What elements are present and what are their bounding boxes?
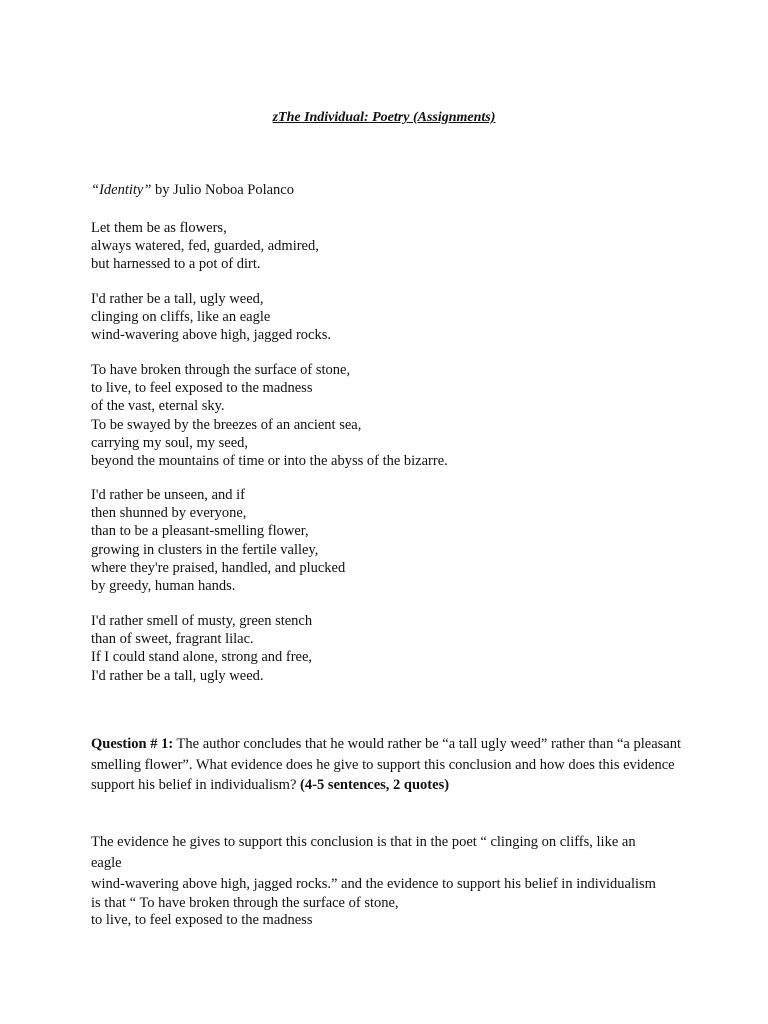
poem-line: to live, to feel exposed to the madness: [91, 380, 313, 397]
poem-line: carrying my soul, my seed,: [91, 434, 249, 451]
poem-line: Let them be as flowers,: [91, 220, 227, 236]
poem-title: “Identity”: [91, 182, 152, 198]
answer-text[interactable]: [91, 832, 691, 929]
poem-stanza-5: [91, 612, 312, 685]
poem-line: clinging on cliffs, like an eagle: [91, 309, 271, 326]
poem-byline: by Julio Noboa Polanco: [151, 182, 294, 198]
poem-line: growing in clusters in the fertile valley,: [91, 541, 319, 558]
answer-line: The evidence he gives to support this conclusion is that in the poet “ clinging on cliffs, like an: [91, 834, 636, 850]
poem-line: I'd rather be a tall, ugly weed,: [91, 291, 264, 307]
answer-line: eagle: [91, 855, 122, 871]
question-requirement: (4-5 sentences, 2 quotes): [300, 777, 450, 793]
question-text: The author concludes that he would rather be “a tall ugly weed” rather than “a pleasant smelling flower”. What evidence does he give to support this conclusion and how does this evidence support his belief in individualism?: [91, 736, 681, 793]
poem-line: wind-wavering above high, jagged rocks.: [91, 327, 331, 344]
answer-line: wind-wavering above high, jagged rocks.” and the evidence to support his belief in individualism: [91, 876, 656, 892]
poem-stanza-2: [91, 290, 331, 345]
poem-line: than to be a pleasant-smelling flower,: [91, 523, 309, 540]
question-1: [91, 734, 691, 796]
poem-line: by greedy, human hands.: [91, 578, 236, 595]
poem-line: always watered, fed, guarded, admired,: [91, 238, 319, 255]
poem-stanza-1: [91, 219, 319, 274]
answer-line: to live, to feel exposed to the madness: [91, 912, 313, 928]
poem-line: but harnessed to a pot of dirt.: [91, 256, 261, 273]
poem-line: I'd rather smell of musty, green stench: [91, 613, 313, 629]
poem-line: than of sweet, fragrant lilac.: [91, 631, 254, 648]
answer-line: is that “ To have broken through the surface of stone,: [91, 895, 399, 911]
poem-stanza-4: [91, 486, 345, 595]
poem-header: [91, 180, 294, 200]
poem-line: beyond the mountains of time or into the abyss of the bizarre.: [91, 453, 448, 470]
poem-line: where they're praised, handled, and plucked: [91, 559, 346, 576]
poem-line: If I could stand alone, strong and free,: [91, 649, 313, 666]
poem-line: I'd rather be a tall, ugly weed.: [91, 667, 264, 684]
document-title: zThe Individual: Poetry (Assignments): [272, 110, 496, 125]
poem-stanza-3: [91, 361, 448, 470]
poem-line: of the vast, eternal sky.: [91, 398, 225, 415]
question-label: Question # 1:: [91, 736, 174, 752]
poem-line: then shunned by everyone,: [91, 505, 247, 522]
poem-line: To have broken through the surface of stone,: [91, 362, 351, 378]
poem-line: I'd rather be unseen, and if: [91, 487, 245, 503]
poem-line: To be swayed by the breezes of an ancient sea,: [91, 416, 362, 433]
